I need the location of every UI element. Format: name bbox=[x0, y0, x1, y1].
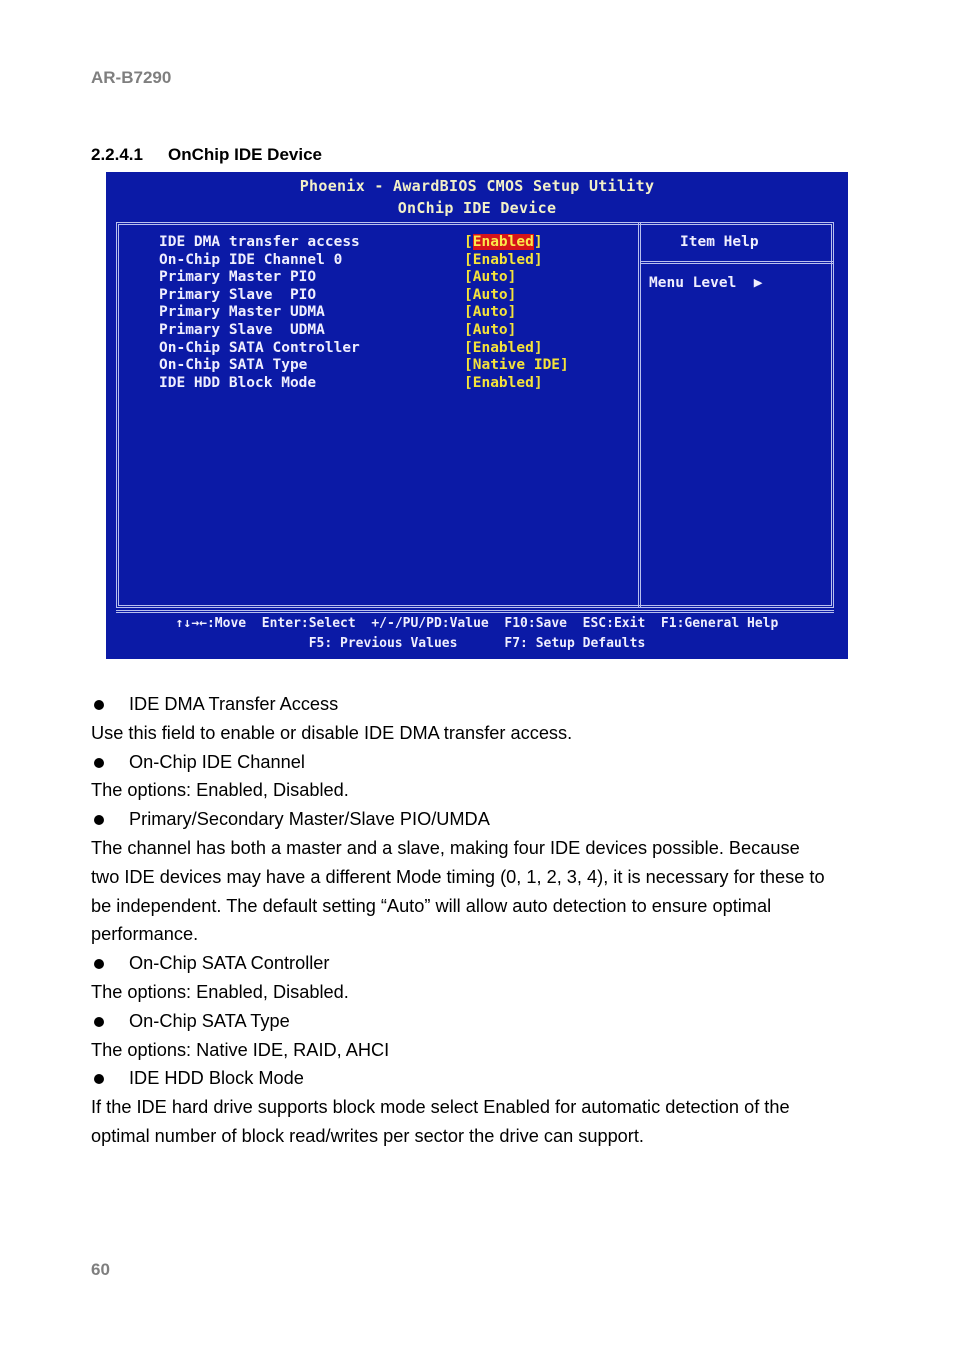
bios-setting-label: Primary Master PIO bbox=[159, 269, 317, 286]
paragraph: The options: Native IDE, RAID, AHCI bbox=[91, 1039, 390, 1060]
bios-setting-row[interactable] bbox=[159, 321, 517, 340]
bios-setting-value[interactable]: [Auto] bbox=[464, 286, 517, 303]
bios-setting-value[interactable]: [Enabled] bbox=[464, 374, 543, 391]
menu-level-label: Menu Level ▶ bbox=[649, 275, 763, 291]
section-heading bbox=[91, 145, 322, 165]
paragraph: The options: Enabled, Disabled. bbox=[91, 981, 349, 1002]
bios-setting-value[interactable]: [Auto] bbox=[464, 321, 517, 338]
bios-setting-value[interactable]: [Enabled] bbox=[464, 339, 543, 356]
bullet-dot-icon bbox=[94, 1017, 104, 1027]
bios-setting-label: Primary Slave PIO bbox=[159, 286, 317, 303]
bios-setting-value[interactable]: [Native IDE] bbox=[464, 357, 569, 374]
bios-setting-row[interactable] bbox=[159, 234, 543, 252]
bios-bottom-divider bbox=[116, 610, 834, 613]
bullet-item: IDE HDD Block Mode bbox=[91, 1064, 871, 1093]
bullet-dot-icon bbox=[94, 1074, 104, 1084]
bios-setting-row[interactable] bbox=[159, 357, 569, 375]
bullet-item: On-Chip SATA Type bbox=[91, 1007, 871, 1036]
bios-page-title: OnChip IDE Device bbox=[397, 199, 557, 217]
paragraph-line: The channel has both a master and a slave, making four IDE devices possible. Because bbox=[91, 837, 800, 858]
bullet-dot-icon bbox=[94, 758, 104, 768]
bios-vertical-divider bbox=[638, 222, 641, 608]
bios-setting-label: Primary Slave UDMA bbox=[159, 321, 325, 338]
bios-setting-value[interactable]: [Auto] bbox=[464, 269, 517, 286]
paragraph: Use this field to enable or disable IDE DMA transfer access. bbox=[91, 722, 573, 743]
bios-setting-value[interactable]: [Enabled] bbox=[464, 251, 543, 268]
bios-setting-row[interactable] bbox=[159, 304, 517, 322]
bios-settings-list bbox=[159, 234, 569, 392]
bios-setting-row[interactable] bbox=[159, 339, 543, 358]
page-number: 60 bbox=[91, 1260, 110, 1279]
paragraph-line: be independent. The default setting “Auto” will allow auto detection to ensure optimal bbox=[91, 895, 772, 916]
bios-setting-label: On-Chip IDE Channel 0 bbox=[159, 251, 343, 268]
bios-setting-label: Primary Master UDMA bbox=[159, 304, 325, 321]
document-model-header: AR-B7290 bbox=[91, 68, 172, 87]
bullet-dot-icon bbox=[94, 815, 104, 825]
bios-setting-row[interactable] bbox=[159, 374, 543, 393]
paragraph-line: performance. bbox=[91, 924, 199, 945]
paragraph-line: If the IDE hard drive supports block mode select Enabled for automatic detection of the bbox=[91, 1097, 790, 1118]
selected-value[interactable]: Enabled bbox=[472, 234, 534, 250]
bios-setting-label: On-Chip SATA Controller bbox=[159, 339, 360, 356]
bullet-dot-icon bbox=[94, 700, 104, 710]
bios-key-legend-line1: ↑↓→←:Move Enter:Select +/-/PU/PD:Value F10:Save ESC:Exit F1:General Help bbox=[175, 616, 779, 631]
item-help-title: Item Help bbox=[680, 234, 759, 250]
section-title: OnChip IDE Device bbox=[168, 145, 322, 164]
bullet-dot-icon bbox=[94, 959, 104, 969]
bullet-item: On-Chip SATA Controller bbox=[91, 949, 871, 978]
bios-setting-row[interactable] bbox=[159, 251, 543, 270]
bios-screenshot bbox=[106, 172, 848, 659]
bios-setting-label: IDE HDD Block Mode bbox=[159, 374, 317, 391]
bios-setting-value[interactable]: [Auto] bbox=[464, 304, 517, 321]
triangle-right-icon: ▶ bbox=[753, 275, 763, 291]
bios-setting-label: IDE DMA transfer access bbox=[159, 234, 360, 250]
bullet-item: On-Chip IDE Channel bbox=[91, 748, 871, 777]
bios-help-divider bbox=[641, 261, 834, 264]
bullet-item: IDE DMA Transfer Access bbox=[91, 690, 871, 719]
bios-setting-row[interactable] bbox=[159, 269, 517, 287]
bios-setting-label: On-Chip SATA Type bbox=[159, 357, 308, 374]
section-number: 2.2.4.1 bbox=[91, 145, 143, 164]
paragraph-line: two IDE devices may have a different Mode timing (0, 1, 2, 3, 4), it is necessary for these to bbox=[91, 866, 825, 887]
paragraph: The options: Enabled, Disabled. bbox=[91, 780, 349, 801]
bios-setting-value[interactable]: [Enabled] bbox=[464, 234, 543, 250]
paragraph-line: optimal number of block read/writes per sector the drive can support. bbox=[91, 1125, 644, 1146]
document-body bbox=[91, 690, 871, 1151]
bios-utility-title: Phoenix - AwardBIOS CMOS Setup Utility bbox=[299, 177, 655, 195]
bios-setting-row[interactable] bbox=[159, 286, 517, 305]
bullet-item: Primary/Secondary Master/Slave PIO/UMDA bbox=[91, 805, 871, 834]
bios-key-legend-line2: F5: Previous Values F7: Setup Defaults bbox=[308, 636, 646, 651]
